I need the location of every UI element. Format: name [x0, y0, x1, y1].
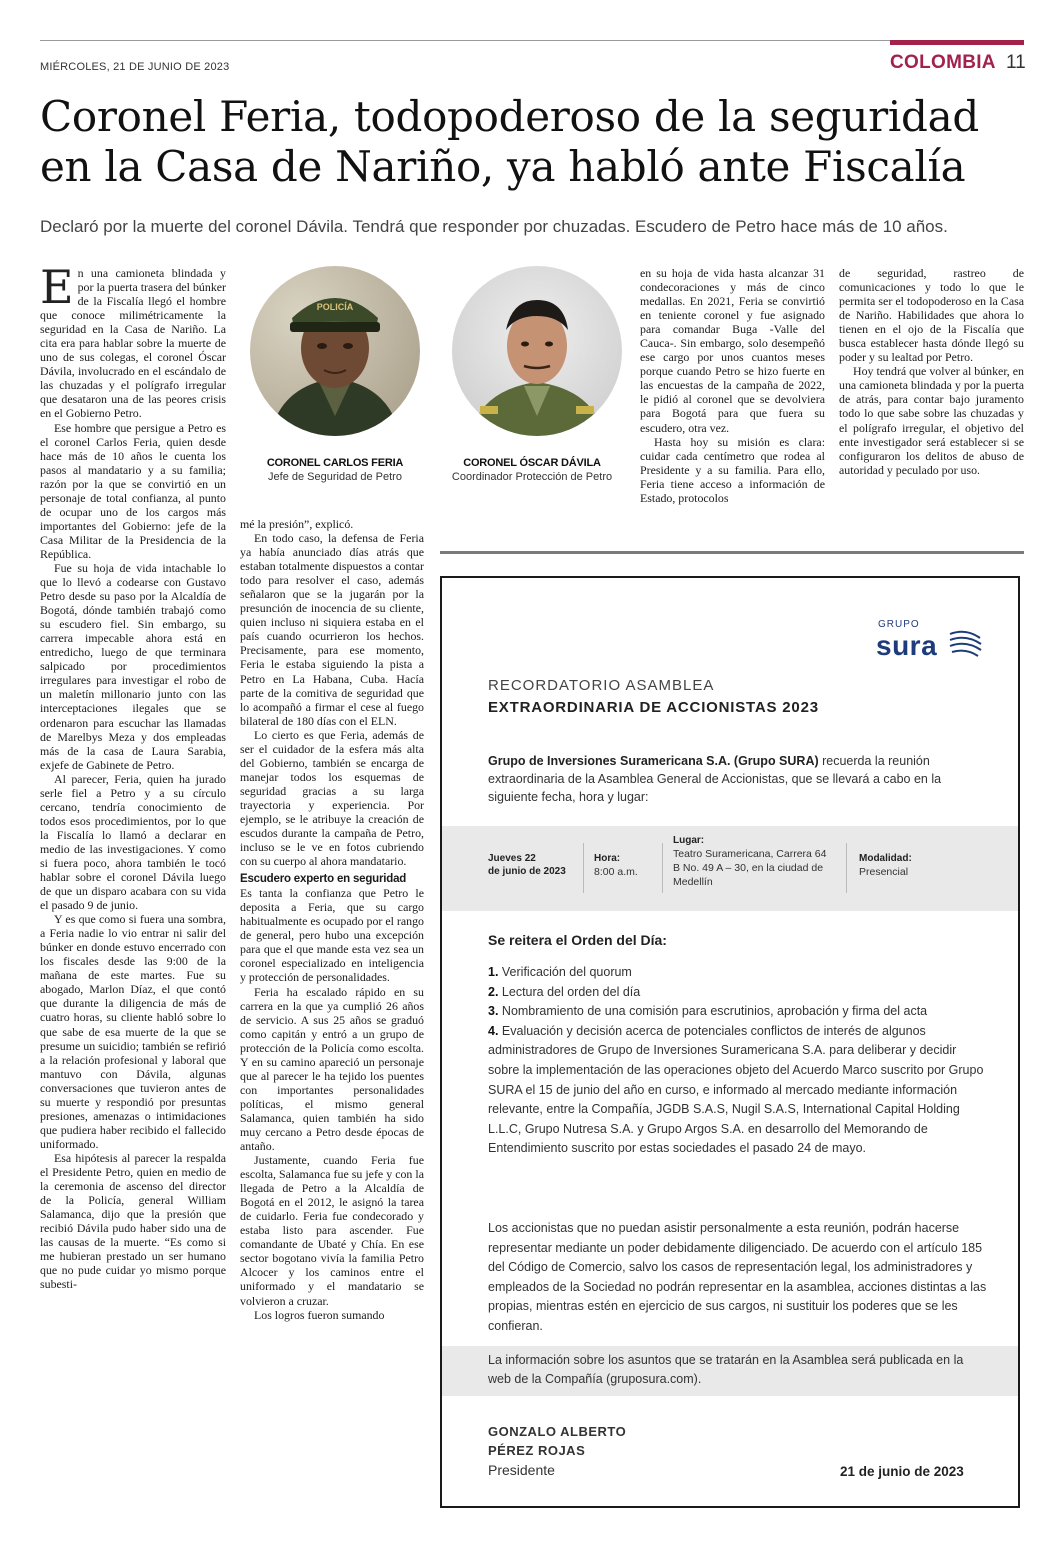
ad-kicker: RECORDATORIO ASAMBLEA — [488, 677, 715, 694]
photo-caption-name: CORONEL CARLOS FERIA — [266, 457, 404, 469]
article-subheading: Escudero experto en seguridad — [240, 873, 407, 886]
article-paragraph: Feria ha escalado rápido en su carrera en la que ya cumplió 26 años de servicio. A sus 25 años se graduó como capitán y entró a un grupo de protección de la Policía como escolta. Y en su camino apareció un personaje que al parecer le ha tejido los puentes con importantes personalidades políticas, el mismo general Salamanca, quien también ha sido muy cercano a Petro desde épocas de antaño. — [240, 984, 424, 1154]
band-separator — [846, 843, 847, 893]
agenda-heading: Se reitera el Orden del Día: — [488, 932, 667, 948]
article-paragraph: En una camioneta blindada y por la puerta trasera del búnker de la Fiscalía llegó el hombre que conoce milimétricamente la seguridad en la Casa de Nariño. La cita era para hablar sobre la muerte de uno de sus colegas, el coronel Óscar Dávila, involucrado en el escándalo de las chuzadas y el polígrafo irregular que desataron una de las peores crisis en el Gobierno Petro. — [40, 260, 226, 421]
cap-text: POLICÍA — [316, 302, 354, 312]
top-rule — [40, 40, 1024, 41]
agenda-item: 3. Nombramiento de una comisión para escrutinios, aprobación y firma del acta — [488, 1004, 928, 1019]
signatory-role: Presidente — [488, 1462, 555, 1478]
article-paragraph: Los logros fueron sumando — [254, 1307, 385, 1322]
article-column-3 — [640, 266, 825, 505]
band-separator — [662, 843, 663, 893]
headline-line-1: Coronel Feria, todopoderoso de la seguridad — [40, 92, 979, 141]
agenda-list — [488, 963, 988, 1159]
section-name: COLOMBIA — [890, 52, 996, 73]
agenda-item: 1. Verificación del quorum — [488, 965, 632, 979]
photo-caption-name: CORONEL ÓSCAR DÁVILA — [463, 457, 601, 469]
article-paragraph: En todo caso, la defensa de Feria ya había anunciado días atrás que estaban totalmente dispuestos a contar todo para resolver el caso, además señalaron que se la jugarán por la presunción de inocencia de su cliente, quien incluso ni siquiera estaba en el país cuando ocurrieron los hechos. Precisamente, para ese momento, Feria le estaba siguiendo la pista a Petro en La Habana, Cuba. Hacía parte de la comitiva de seguridad que lo acompañó a firmar el cese al fuego bilateral de 180 días con el ELN. — [240, 531, 424, 728]
article-paragraph: Esa hipótesis al parecer la respalda el Presidente Petro, quien en medio de la ceremonia de ascenso del director de la Policía, general William Salamanca, dijo que la presión que recibió Dávila pudo haber sido una de las causas de la muerte. “Es como si me hubieran prestado un ser humano que no pude cuidar yo mismo porque subesti- — [40, 1150, 226, 1292]
section-divider — [440, 551, 1024, 554]
article-paragraph: en su hoja de vida hasta alcanzar 31 condecoraciones y más de cinco medallas. En 2021, Feria se convirtió en teniente coronel y fue asignado para comandar Buga -Valle del Cauca-. Sin embargo, solo desempeñó ese cargo por unos cuantos meses porque cuando Petro se hizo fuerte en las encuestas de la campaña de 2022, le pidió al coronel que se devolviera para Bogotá para que fuera su escudero, otra vez. — [640, 266, 825, 435]
article-paragraph: Ese hombre que persigue a Petro es el coronel Carlos Feria, quien desde hace más de 10 años le cuenta los pasos al mandatario y a su familia; razón por la que se convirtió en un personaje de total confianza, al punto de ocupar uno de los cargos más importantes del Gobierno: jefe de la Casa Militar de la Presidencia de la República. — [40, 420, 226, 561]
portrait-feria-image — [250, 266, 420, 436]
article-column-2 — [240, 517, 424, 1322]
headline-line-2: en la Casa de Nariño, ya habló ante Fiscalía — [40, 142, 966, 191]
portrait-davila-image — [452, 266, 622, 436]
agenda-item: 4. Evaluación y decisión acerca de potenciales conflictos de interés de algunos administradores de Grupo de Inversiones Suramericana S.A. para deliberar y decidir sobre la implementación de las operaciones objeto del Acuerdo Marco suscrito por Grupo SURA el 15 de junio del año en curso, e informado al mercado mediante información relevante, entre la Compañía, JGDB S.A.S, Nugil S.A.S, International Capital Holding L.L.C, Grupo Nutresa S.A. y Grupo Argos S.A. en desarrollo del Memorando de Entendimiento suscrito por estas sociedades el pasado 24 de mayo. — [488, 1023, 984, 1156]
band-separator — [583, 843, 584, 893]
photo-carlos-feria — [250, 266, 420, 436]
meeting-date: Jueves 22 de junio de 2023 — [488, 853, 566, 877]
article-paragraph: Hoy tendrá que volver al búnker, en una camioneta blindada y por la puerta de atrás, para contar bajo juramento todo lo que sabe sobre las chuzadas y el polígrafo irregular, el objetivo del ente investigador será establecer si se configuraron los delitos de abuso de autoridad y peculado por uso. — [839, 364, 1024, 477]
signatory-name: GONZALO ALBERTO PÉREZ ROJAS — [488, 1424, 627, 1458]
article-paragraph: Es tanta la confianza que Petro le deposita a Feria, que su cargo habitualmente es ocupado por el rango de general, pero hubo una excepción para que el que mande esta vez sea un coronel especializado en inteligencia y protección de personalidades. — [240, 886, 424, 985]
photo-caption-role: Jefe de Seguridad de Petro — [268, 471, 402, 483]
issue-date: MIÉRCOLES, 21 DE JUNIO DE 2023 — [40, 61, 230, 73]
sura-wave-icon — [948, 626, 984, 662]
photo-caption-role: Coordinador Protección de Petro — [451, 471, 613, 483]
photo-oscar-davila — [452, 266, 622, 436]
proxy-note: Los accionistas que no puedan asistir personalmente a esta reunión, podrán hacerse representar mediante un poder debidamente diligenciado. De acuerdo con el artículo 185 del Código de Comercio, salvo los casos de representación legal, los administradores y empleados de la Sociedad no podrán representar en la asamblea, acciones distintas a las propias, mientras estén en ejercicio de sus cargos, ni sustituir los poderes que se les confieran. — [488, 1221, 987, 1333]
web-note: La información sobre los asuntos que se tratarán en la Asamblea será publicada en la web de la Compañía (gruposura.com). — [488, 1353, 964, 1386]
drop-cap: E — [40, 260, 74, 314]
signature-date: 21 de junio de 2023 — [840, 1464, 964, 1479]
meeting-place: Lugar: Teatro Suramericana, Carrera 64 B No. 49 A – 30, en la ciudad de Medellín — [673, 835, 827, 888]
article-paragraph: Justamente, cuando Feria fue escolta, Salamanca fue su jefe y con la llegada de Petro a la Alcaldía de Bogotá en el 2012, le asignó la tarea de cuidarlo. Feria fue condecorado y estaba listo para ascender. Fue comandante de Ubaté y Chía. En ese sector bogotano vivía la familia Petro Alcocer y los caminos entre el uniformado y el mandatario se volvieron a cruzar. — [240, 1153, 424, 1308]
agenda-item: 2. Lectura del orden del día — [488, 984, 641, 999]
article-paragraph: Hasta hoy su misión es clara: cuidar cada centímetro que rodea al Presidente y a su familia. Para ello, Feria tiene acceso a información de Estado, protocolos — [640, 434, 825, 505]
ad-intro: Grupo de Inversiones Suramericana S.A. (Grupo SURA) recuerda la reunión extraordinaria de la Asamblea General de Accionistas, que se llevará a cabo en la siguiente fecha, hora y lugar: — [488, 754, 942, 804]
article-paragraph: Lo cierto es que Feria, además de ser el cuidador de la esfera más alta del Gobierno, también se encarga de manejar todos los esquemas de seguridad gracias a su larga trayectoria y experiencia. Por ejemplo, se le atribuye la creación de escudos durante la campaña de Petro, incluso se le ve en fotos cubriendo con su cuerpo al ahora mandatario. — [240, 727, 424, 869]
meeting-time: Hora: 8:00 a.m. — [594, 853, 638, 878]
article-paragraph: Al parecer, Feria, quien ha jurado serle fiel a Petro y a su círculo cercano, tendría conocimiento de todos esos procedimientos, por lo que la Fiscalía lo llamó a declarar en medio de las investigaciones. Y como si fuera poco, ahora también le tocó hablar sobre el coronel Dávila luego de que un disparo acabara con su vida el pasado 9 de junio. — [40, 771, 226, 913]
sura-logo-wordmark: sura — [876, 630, 938, 661]
article-paragraph: Fue su hoja de vida intachable lo que lo llevó a codearse con Gustavo Petro desde su paso por la Alcaldía de Bogotá, dónde también trabajó como su escudero fiel. Sin embargo, su carrera impecable ahora está en entredicho, luego de que terminara salpicado por procedimientos irregulares para investigar el robo de un maletín millonario junto con las interceptaciones ilegales que se ordenaron para escuchar las llamadas de Marelbys Meza y dos empleadas más de la casa de Laura Sarabia, exjefe de Gabinete de Petro. — [40, 560, 226, 772]
article-paragraph: de seguridad, rastreo de comunicaciones y todo lo que le permita ser el todopoderoso en la Casa de Nariño. Habilidades que ahora lo tienen en el ojo de la Fiscalía que busca establecer hasta dónde llegó su poder y su lealtad por Petro. — [839, 266, 1024, 365]
page-number: 11 — [1006, 52, 1026, 73]
article-paragraph: Y es que como si fuera una sombra, a Feria nadie lo vio entrar ni salir del búnker en donde estuvo encerrado con los fiscales desde las 9:00 de la mañana de este martes. Fue su abogado, Marlon Díaz, el que contó que durante la diligencia de más de cuatro horas, su cliente habló sobre lo que sabe de esa muerte de la que se presume un suicidio; también se refirió a la relación profesional y laboral que mantuvo con Dávila, algunas conversaciones que tuvieron antes de su muerte y respondió por presuntas presiones, amenazas o intimidaciones que pudiera haber recibido el fallecido uniformado. — [40, 912, 226, 1151]
section-tab — [890, 40, 1024, 45]
meeting-mode: Modalidad: Presencial — [859, 853, 912, 878]
article-paragraph: mé la presión”, explicó. — [240, 517, 354, 531]
headline — [40, 92, 1030, 192]
ad-title: EXTRAORDINARIA DE ACCIONISTAS 2023 — [488, 699, 819, 716]
sura-logo-grupo: GRUPO — [878, 619, 920, 630]
article-column-1 — [40, 260, 226, 1292]
article-column-4 — [839, 266, 1024, 477]
deck: Declaró por la muerte del coronel Dávila. Tendrá que responder por chuzadas. Escudero de Petro hace más de 10 años. — [40, 217, 948, 236]
ad-intro-company: Grupo de Inversiones Suramericana S.A. (Grupo SURA) — [488, 754, 819, 768]
